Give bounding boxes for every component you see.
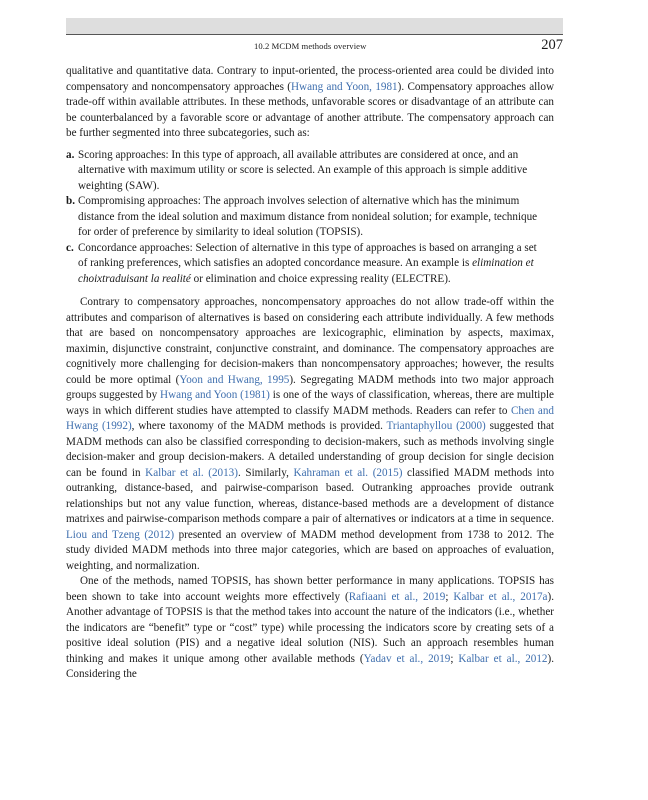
list-text: Concordance approaches: Selection of alternative in this type of approaches is based on arranging a set of ranking preferences, which satisfies an adopted concordance measure. An example is elimination et choixtraduisant la realité or elimination and choice expressing reality (ELECTRE). <box>78 241 537 285</box>
citation-link[interactable]: Kalbar et al., 2017a <box>453 590 548 603</box>
emphasis: elimination et choixtraduisant la realité <box>78 257 534 285</box>
list-label: b. <box>66 195 75 207</box>
list-text: Compromising approaches: The approach involves selection of alternative which has the minimum distance from the ideal solution and maximum distance from nonideal solution; for example, technique for order of preference by similarity to ideal solution (TOPSIS). <box>78 195 538 238</box>
list-text: Scoring approaches: In this type of approach, all available attributes are considered at once, and an alternative with maximum utility or score is selected. An example of this approach is simple additive weighting (SAW). <box>78 148 528 192</box>
header-rule <box>66 34 563 35</box>
list-item <box>66 194 554 241</box>
citation-link[interactable]: Kalbar et al. (2013) <box>145 466 238 479</box>
citation-link[interactable]: Hwang and Yoon (1981) <box>160 389 270 401</box>
list-item <box>66 241 554 288</box>
page-number: 207 <box>541 37 563 53</box>
citation-link[interactable]: Rafiaani et al., 2019 <box>348 590 446 603</box>
citation-link[interactable]: Liou and Tzeng (2012) <box>66 528 175 541</box>
header-band <box>66 18 563 34</box>
list-label: a. <box>66 148 75 161</box>
citation-link[interactable]: Kahraman et al. (2015) <box>293 466 403 479</box>
citation-link[interactable]: Kalbar et al., 2012 <box>458 652 548 665</box>
list-label: c. <box>66 241 74 254</box>
running-header <box>66 39 563 55</box>
paragraph-2: Contrary to compensatory approaches, noncompensatory approaches do not allow trade-off within the attributes and comparison of alternatives is based on considering each attribute individually. A few methods that are based on noncompensatory approaches are lexicographic, elimination by aspects, maximax, maximin, disjunctive constraint, conjunctive constraint, and dominance. The compensatory approaches are cognitively more challenging for decision-makers than noncompensatory approaches; however, the results could be more optimal (Yoon and Hwang, 1995). Segregating MADM methods into two major approach groups suggested by Hwang and Yoon (1981) is one of the ways of classification, whereas, there are multiple ways in which different studies have attempted to classify MADM methods. Readers can refer to Chen and Hwang (1992), where taxonomy of the MADM methods is provided. Triantaphyllou (2000) suggested that MADM methods can also be classified corresponding to decision-makers, such as methods involving single decision-maker and group decision-makers. A detailed understanding of group decision for single decision can be found in Kalbar et al. (2013). Similarly, Kahraman et al. (2015) classified MADM methods into outranking, distance-based, and pairwise-comparison based. Outranking approaches provide outrank relationships but not any value function, whereas, distance-based methods are a development of distance matrixes and pairwise-comparison methods compare a pair of alternatives or indicators at a time in sequence. Liou and Tzeng (2012) presented an overview of MADM method development from 1738 to 2012. The study divided MADM methods into three major categories, which are based on approaches of evaluation, weighting, and normalization. <box>66 296 555 572</box>
citation-link[interactable]: Yoon and Hwang, 1995 <box>179 373 290 386</box>
citation-link[interactable]: Yadav et al., 2019 <box>363 652 451 665</box>
list-item <box>66 148 554 195</box>
subcategory-list <box>66 148 554 288</box>
citation-link[interactable]: Triantaphyllou (2000) <box>386 420 486 432</box>
citation-link[interactable]: Hwang and Yoon, 1981 <box>291 80 398 93</box>
paragraph-1: qualitative and quantitative data. Contrary to input-oriented, the process-oriented area could be divided into compensatory and noncompensatory approaches (Hwang and Yoon, 1981). Compensatory approaches allow trade-off within available attributes. In these methods, unfavorable scores or disadvantage of an attribute can be counterbalanced by a favorable score or advantage of another attribute. The compensatory approach can be further segmented into three subcategories, such as: <box>66 65 554 139</box>
section-title: 10.2 MCDM methods overview <box>254 41 367 51</box>
citation-link[interactable]: Chen and Hwang (1992) <box>66 404 555 432</box>
paragraph-3: One of the methods, named TOPSIS, has shown better performance in many applications. TOPSIS has been shown to take into account weights more effectively (Rafiaani et al., 2019; Kalbar et al., 2017a). Another advantage of TOPSIS is that the method takes into account the nature of the indicators (i.e., whether the indicators are “benefit” type or “cost” type) while processing the indicators score by creating sets of a positive ideal solution (PIS) and a negative ideal solution (NIS). Such an approach resembles human thinking and makes it unique among other available methods (Yadav et al., 2019; Kalbar et al., 2012). Considering the <box>66 575 555 680</box>
body-text <box>66 64 554 683</box>
